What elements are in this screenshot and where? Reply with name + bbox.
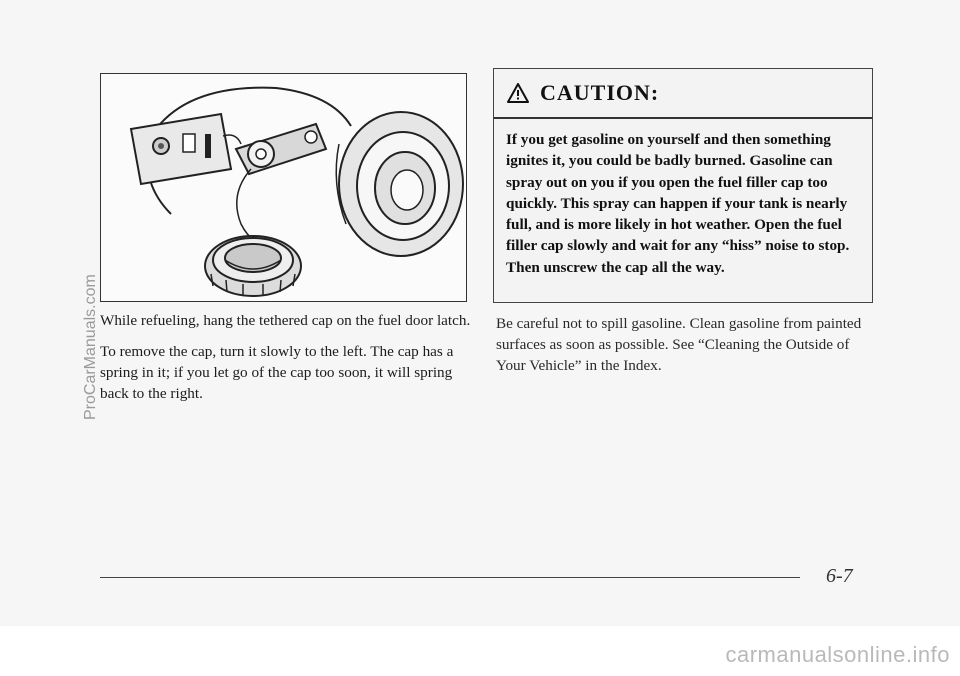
side-watermark: ProCarManuals.com — [82, 274, 99, 420]
right-column-text — [496, 313, 866, 376]
caution-box — [493, 68, 873, 303]
fuel-door-drawing — [101, 74, 466, 301]
caution-header — [494, 69, 872, 119]
fuel-cap-illustration — [100, 73, 467, 302]
site-watermark: carmanualsonline.info — [725, 642, 950, 667]
cap-removal-paragraph: To remove the cap, turn it slowly to the left. The cap has a spring in it; if you let go of the cap too soon, it will spring back to the right. — [100, 343, 454, 402]
caution-title: CAUTION: — [540, 80, 660, 105]
spill-paragraph: Be careful not to spill gasoline. Clean gasoline from painted surfaces as soon as possible. See “Cleaning the Outside of Your Vehicle” in the Index. — [496, 315, 862, 374]
page-number: 6-7 — [826, 565, 853, 587]
left-column-text — [100, 310, 480, 414]
caution-text: If you get gasoline on yourself and then something ignites it, you could be badly burned. Gasoline can spray out on you if you open the fuel filler cap too quickly. This spray can happen if your tank is nearly full, and is more likely in hot weather. Open the fuel filler cap slowly and wait for any “hiss” noise to stop. Then unscrew the cap all the way. — [506, 131, 850, 276]
warning-triangle-icon — [506, 82, 530, 104]
refueling-paragraph: While refueling, hang the tethered cap on the fuel door latch. — [100, 312, 471, 329]
footer-divider — [100, 577, 800, 578]
